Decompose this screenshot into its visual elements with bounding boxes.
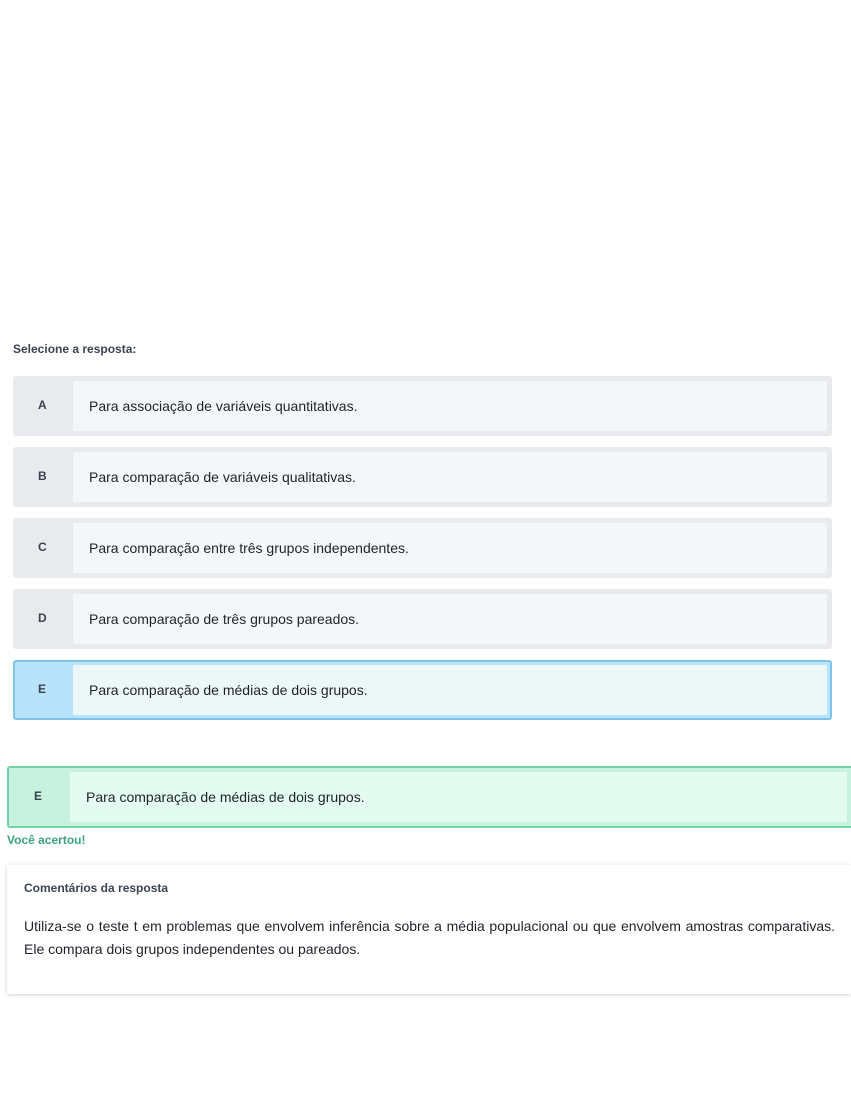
option-text: Para comparação de médias de dois grupos. [73, 665, 827, 715]
answer-comments-panel [7, 865, 851, 994]
option-text: Para associação de variáveis quantitativas. [73, 381, 827, 431]
question-prompt: Selecione a resposta: [13, 342, 137, 356]
correct-answer-letter: E [34, 789, 43, 803]
option-d[interactable] [13, 589, 832, 649]
correct-answer-card [7, 766, 851, 828]
option-letter: E [38, 682, 47, 696]
option-text: Para comparação de três grupos pareados. [73, 594, 827, 644]
option-c[interactable] [13, 518, 832, 578]
comments-body: Utiliza-se o teste t em problemas que envolvem inferência sobre a média populacional ou que envolvem amostras comparativas. Ele compara dois grupos independentes ou pareados. [24, 918, 835, 957]
option-letter: D [38, 611, 47, 625]
comments-title: Comentários da resposta [24, 881, 169, 895]
option-a[interactable] [13, 376, 832, 436]
option-letter: C [38, 540, 47, 554]
option-b[interactable] [13, 447, 832, 507]
option-letter: B [38, 469, 47, 483]
option-text: Para comparação entre três grupos independentes. [73, 523, 827, 573]
feedback-message: Você acertou! [7, 833, 86, 847]
correct-answer-text: Para comparação de médias de dois grupos. [70, 772, 847, 822]
option-e-selected[interactable] [13, 660, 832, 720]
answer-options [13, 376, 832, 731]
option-letter: A [38, 398, 47, 412]
option-text: Para comparação de variáveis qualitativas. [73, 452, 827, 502]
